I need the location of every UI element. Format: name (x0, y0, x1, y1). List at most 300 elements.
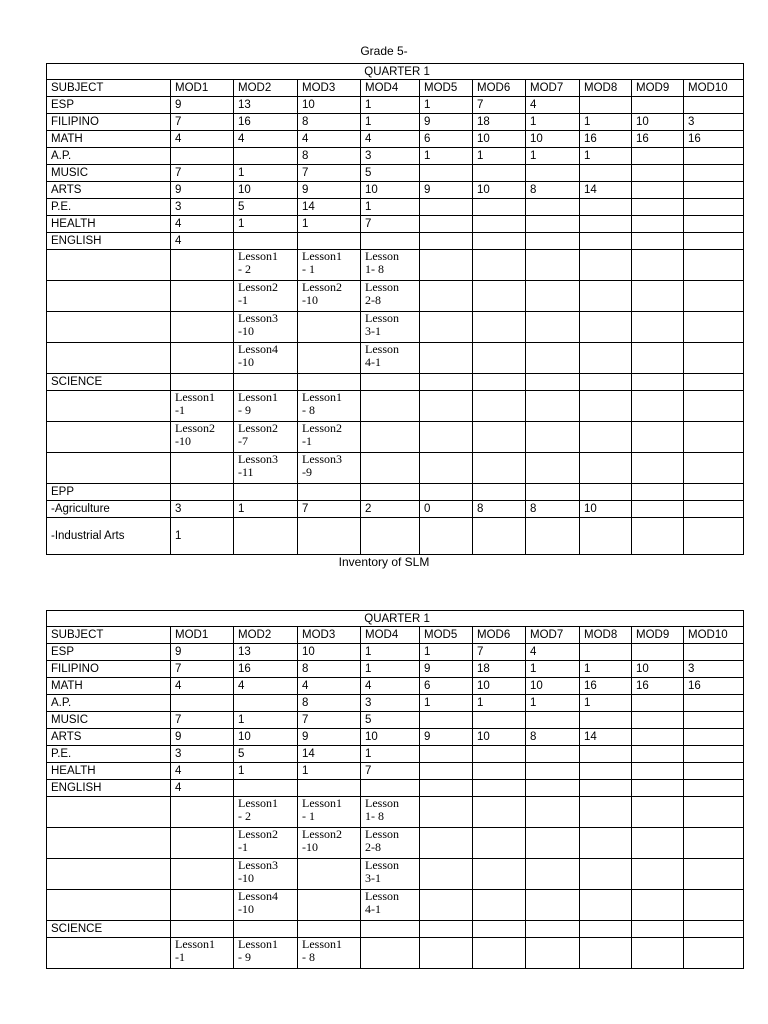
subject-cell: MATH (47, 678, 171, 695)
module-cell: 1 (526, 148, 580, 165)
module-cell (684, 644, 744, 661)
module-cell: 10 (234, 729, 298, 746)
module-cell: 8 (298, 148, 361, 165)
module-cell: 1 (473, 695, 526, 712)
module-cell: 18 (473, 114, 526, 131)
inventory-caption: Inventory of SLM (338, 555, 430, 569)
module-cell: 4 (361, 131, 420, 148)
module-cell: 14 (580, 729, 632, 746)
module-cell (420, 859, 473, 890)
module-cell: 1 (171, 518, 234, 555)
module-cell (580, 644, 632, 661)
module-cell (526, 518, 580, 555)
subject-cell: HEALTH (47, 216, 171, 233)
module-cell (234, 921, 298, 938)
module-cell: 16 (234, 114, 298, 131)
module-cell: Lesson1 -1 (171, 938, 234, 969)
module-cell: 4 (171, 780, 234, 797)
module-cell: 1 (234, 165, 298, 182)
module-cell (298, 312, 361, 343)
subject-cell: A.P. (47, 695, 171, 712)
subject-cell: ARTS (47, 182, 171, 199)
module-cell (526, 216, 580, 233)
module-cell (420, 343, 473, 374)
module-cell (234, 518, 298, 555)
module-cell (171, 281, 234, 312)
module-cell: 1 (361, 199, 420, 216)
module-cell: Lesson 3-1 (361, 312, 420, 343)
column-header: MOD2 (234, 80, 298, 97)
table-row (47, 797, 744, 828)
module-cell (684, 343, 744, 374)
module-cell (420, 199, 473, 216)
module-cell (632, 391, 684, 422)
module-cell (526, 199, 580, 216)
module-cell (632, 216, 684, 233)
module-cell (632, 890, 684, 921)
module-cell: 3 (684, 114, 744, 131)
module-cell: 4 (234, 131, 298, 148)
module-cell (526, 453, 580, 484)
module-cell (171, 921, 234, 938)
column-header: MOD3 (298, 80, 361, 97)
module-cell (684, 780, 744, 797)
table-row (47, 484, 744, 501)
module-cell: 3 (361, 695, 420, 712)
table-row (47, 114, 744, 131)
module-cell: 7 (298, 501, 361, 518)
subject-cell: MATH (47, 131, 171, 148)
module-cell: Lesson3 -11 (234, 453, 298, 484)
module-cell: 1 (526, 661, 580, 678)
module-cell (171, 828, 234, 859)
module-cell (420, 422, 473, 453)
quarter-row (47, 64, 744, 80)
module-cell (420, 374, 473, 391)
module-cell: 4 (526, 644, 580, 661)
module-cell: 10 (298, 644, 361, 661)
module-cell (298, 859, 361, 890)
page-title: Grade 5- (360, 44, 408, 58)
module-cell (632, 859, 684, 890)
module-cell (632, 518, 684, 555)
module-cell (684, 233, 744, 250)
module-cell (526, 391, 580, 422)
module-cell (684, 828, 744, 859)
module-cell (473, 216, 526, 233)
module-cell: 1 (580, 695, 632, 712)
table-row (47, 233, 744, 250)
module-cell: 9 (420, 114, 473, 131)
module-cell (473, 890, 526, 921)
module-cell (234, 374, 298, 391)
module-cell (473, 797, 526, 828)
module-cell (580, 165, 632, 182)
module-cell: 5 (361, 712, 420, 729)
module-cell (234, 233, 298, 250)
module-cell (473, 763, 526, 780)
module-cell (684, 859, 744, 890)
module-cell (580, 281, 632, 312)
column-header: MOD9 (632, 627, 684, 644)
module-cell (526, 921, 580, 938)
module-cell (632, 938, 684, 969)
module-cell (420, 828, 473, 859)
module-cell (171, 484, 234, 501)
module-cell (234, 695, 298, 712)
table-row (47, 281, 744, 312)
module-cell (473, 343, 526, 374)
module-cell (473, 391, 526, 422)
subject-cell (47, 453, 171, 484)
table-row (47, 391, 744, 422)
module-cell (684, 374, 744, 391)
module-cell (684, 712, 744, 729)
module-cell (526, 281, 580, 312)
module-cell (580, 938, 632, 969)
module-cell (684, 484, 744, 501)
module-cell: 10 (526, 131, 580, 148)
column-header: MOD5 (420, 627, 473, 644)
module-cell (420, 763, 473, 780)
module-cell (298, 343, 361, 374)
module-cell: 4 (171, 233, 234, 250)
module-cell: 1 (361, 114, 420, 131)
module-cell: 13 (234, 644, 298, 661)
module-cell: 10 (234, 182, 298, 199)
module-cell (171, 148, 234, 165)
module-cell: 1 (580, 114, 632, 131)
subject-cell: -Industrial Arts (47, 518, 171, 555)
module-cell (420, 890, 473, 921)
module-cell (632, 281, 684, 312)
table-row (47, 746, 744, 763)
module-cell: Lesson2 -1 (234, 828, 298, 859)
module-cell: 14 (298, 199, 361, 216)
column-header: MOD6 (473, 627, 526, 644)
module-cell: 1 (298, 763, 361, 780)
module-cell (632, 501, 684, 518)
table-row (47, 374, 744, 391)
module-cell (632, 374, 684, 391)
module-cell (420, 746, 473, 763)
module-cell (473, 859, 526, 890)
module-cell (298, 484, 361, 501)
table-row (47, 518, 744, 555)
module-cell (473, 828, 526, 859)
subject-cell: A.P. (47, 148, 171, 165)
column-header: MOD10 (684, 80, 744, 97)
module-cell (580, 484, 632, 501)
module-cell: 4 (171, 678, 234, 695)
module-cell: Lesson1 - 2 (234, 797, 298, 828)
table-row (47, 661, 744, 678)
module-cell (420, 281, 473, 312)
table-row (47, 148, 744, 165)
module-cell: 7 (171, 661, 234, 678)
module-cell: 0 (420, 501, 473, 518)
module-cell (473, 484, 526, 501)
module-cell (684, 182, 744, 199)
module-cell (632, 746, 684, 763)
module-cell (171, 859, 234, 890)
module-cell: 16 (684, 678, 744, 695)
module-cell: 4 (171, 216, 234, 233)
module-cell: 13 (234, 97, 298, 114)
module-cell: 8 (473, 501, 526, 518)
module-cell: 16 (580, 131, 632, 148)
module-cell (298, 921, 361, 938)
module-cell (234, 780, 298, 797)
module-cell (526, 484, 580, 501)
module-cell (473, 453, 526, 484)
module-cell: 7 (473, 644, 526, 661)
module-cell: 9 (171, 97, 234, 114)
module-cell (580, 890, 632, 921)
module-cell (473, 199, 526, 216)
module-cell: 1 (361, 644, 420, 661)
module-cell: 2 (361, 501, 420, 518)
module-cell (171, 312, 234, 343)
module-cell (684, 391, 744, 422)
module-cell (684, 216, 744, 233)
module-cell: 6 (420, 131, 473, 148)
module-cell (526, 763, 580, 780)
module-cell (580, 233, 632, 250)
module-cell: 14 (580, 182, 632, 199)
module-cell (420, 518, 473, 555)
module-cell: 3 (361, 148, 420, 165)
module-cell (473, 312, 526, 343)
module-cell: 1 (473, 148, 526, 165)
subject-cell (47, 890, 171, 921)
module-cell (580, 712, 632, 729)
module-cell: 7 (171, 165, 234, 182)
module-cell (580, 859, 632, 890)
table-row (47, 501, 744, 518)
module-cell: 1 (580, 661, 632, 678)
module-cell (526, 374, 580, 391)
module-cell: 16 (684, 131, 744, 148)
subject-cell (47, 797, 171, 828)
column-header-row (47, 627, 744, 644)
module-cell (684, 165, 744, 182)
module-cell (526, 312, 580, 343)
module-cell (420, 797, 473, 828)
subject-cell: ENGLISH (47, 233, 171, 250)
module-cell (526, 712, 580, 729)
quarter-heading: QUARTER 1 (47, 611, 744, 627)
module-cell: 9 (171, 182, 234, 199)
subject-cell: FILIPINO (47, 661, 171, 678)
module-cell (632, 921, 684, 938)
module-cell: Lesson1 - 9 (234, 391, 298, 422)
column-header: MOD7 (526, 80, 580, 97)
table-row (47, 250, 744, 281)
module-cell: 10 (473, 131, 526, 148)
module-cell: Lesson4 -10 (234, 890, 298, 921)
module-cell (580, 763, 632, 780)
module-cell (420, 165, 473, 182)
column-header: MOD8 (580, 627, 632, 644)
module-cell (632, 695, 684, 712)
module-cell: 7 (361, 763, 420, 780)
module-cell: 8 (526, 501, 580, 518)
module-cell (171, 890, 234, 921)
module-cell (580, 216, 632, 233)
subject-cell: -Agriculture (47, 501, 171, 518)
module-cell (361, 921, 420, 938)
module-cell (684, 938, 744, 969)
module-cell (361, 780, 420, 797)
table-row (47, 859, 744, 890)
module-cell (684, 199, 744, 216)
table-row (47, 890, 744, 921)
module-cell (684, 97, 744, 114)
subject-cell (47, 343, 171, 374)
column-header: MOD7 (526, 627, 580, 644)
module-cell (473, 374, 526, 391)
module-cell (580, 746, 632, 763)
table-row (47, 828, 744, 859)
module-cell: 1 (526, 114, 580, 131)
module-cell: Lesson 2-8 (361, 281, 420, 312)
module-cell (684, 518, 744, 555)
module-cell: Lesson3 -10 (234, 312, 298, 343)
module-cell: Lesson 1- 8 (361, 797, 420, 828)
module-cell: Lesson2 -1 (298, 422, 361, 453)
module-cell: 4 (171, 131, 234, 148)
module-cell (420, 250, 473, 281)
column-header-row (47, 80, 744, 97)
column-header: MOD1 (171, 627, 234, 644)
module-cell: Lesson 4-1 (361, 343, 420, 374)
module-cell (580, 374, 632, 391)
module-cell: 9 (420, 182, 473, 199)
module-cell (632, 729, 684, 746)
module-cell: Lesson2 -10 (298, 828, 361, 859)
module-cell (580, 780, 632, 797)
module-cell: 10 (298, 97, 361, 114)
module-cell (580, 343, 632, 374)
subject-cell: P.E. (47, 746, 171, 763)
table-row (47, 312, 744, 343)
module-cell (684, 250, 744, 281)
module-cell: 4 (526, 97, 580, 114)
module-cell (684, 890, 744, 921)
quarter-heading: QUARTER 1 (47, 64, 744, 80)
subject-cell: ESP (47, 97, 171, 114)
module-cell: 7 (473, 97, 526, 114)
module-cell (420, 938, 473, 969)
table-row (47, 695, 744, 712)
column-header: MOD4 (361, 627, 420, 644)
module-cell: 4 (234, 678, 298, 695)
module-cell (298, 374, 361, 391)
module-cell (526, 859, 580, 890)
table-row (47, 199, 744, 216)
module-cell (632, 182, 684, 199)
module-cell: 9 (420, 729, 473, 746)
module-cell (526, 343, 580, 374)
module-cell (632, 343, 684, 374)
module-cell (420, 312, 473, 343)
subject-cell: MUSIC (47, 165, 171, 182)
module-cell (420, 391, 473, 422)
module-cell: Lesson1 - 8 (298, 938, 361, 969)
module-cell (580, 518, 632, 555)
module-cell (171, 250, 234, 281)
module-cell: 3 (171, 501, 234, 518)
table-row (47, 712, 744, 729)
module-cell: 9 (171, 729, 234, 746)
subject-cell (47, 250, 171, 281)
module-cell (526, 780, 580, 797)
module-cell (171, 695, 234, 712)
module-cell (580, 828, 632, 859)
module-cell (580, 422, 632, 453)
module-cell: Lesson1 - 8 (298, 391, 361, 422)
module-cell: 4 (361, 678, 420, 695)
module-cell: 1 (234, 216, 298, 233)
module-cell (684, 501, 744, 518)
table-row (47, 644, 744, 661)
module-cell: Lesson 3-1 (361, 859, 420, 890)
module-cell (234, 148, 298, 165)
table-row (47, 422, 744, 453)
module-cell (632, 233, 684, 250)
module-cell (684, 695, 744, 712)
module-cell (420, 921, 473, 938)
module-cell: 10 (473, 678, 526, 695)
module-cell: 1 (420, 97, 473, 114)
module-cell (632, 780, 684, 797)
table-row (47, 453, 744, 484)
module-cell: Lesson3 -9 (298, 453, 361, 484)
module-cell (361, 938, 420, 969)
module-cell (420, 453, 473, 484)
module-cell: 7 (361, 216, 420, 233)
module-cell (526, 828, 580, 859)
module-cell: 16 (234, 661, 298, 678)
module-cell: Lesson2 -1 (234, 281, 298, 312)
module-cell: Lesson2 -10 (171, 422, 234, 453)
module-cell (171, 374, 234, 391)
table-row (47, 921, 744, 938)
module-cell: Lesson3 -10 (234, 859, 298, 890)
table-row (47, 729, 744, 746)
module-cell (526, 422, 580, 453)
module-cell: 1 (361, 661, 420, 678)
module-cell: 10 (580, 501, 632, 518)
module-cell (580, 797, 632, 828)
module-cell (632, 97, 684, 114)
subject-cell (47, 312, 171, 343)
table-row (47, 678, 744, 695)
module-cell: Lesson1 -1 (171, 391, 234, 422)
table-row (47, 131, 744, 148)
module-cell (684, 797, 744, 828)
module-cell: 4 (298, 678, 361, 695)
module-cell (473, 250, 526, 281)
module-cell (420, 484, 473, 501)
table-row (47, 97, 744, 114)
module-cell: 10 (473, 729, 526, 746)
module-cell: Lesson 2-8 (361, 828, 420, 859)
module-cell: 1 (580, 148, 632, 165)
module-cell (632, 199, 684, 216)
table-row (47, 938, 744, 969)
